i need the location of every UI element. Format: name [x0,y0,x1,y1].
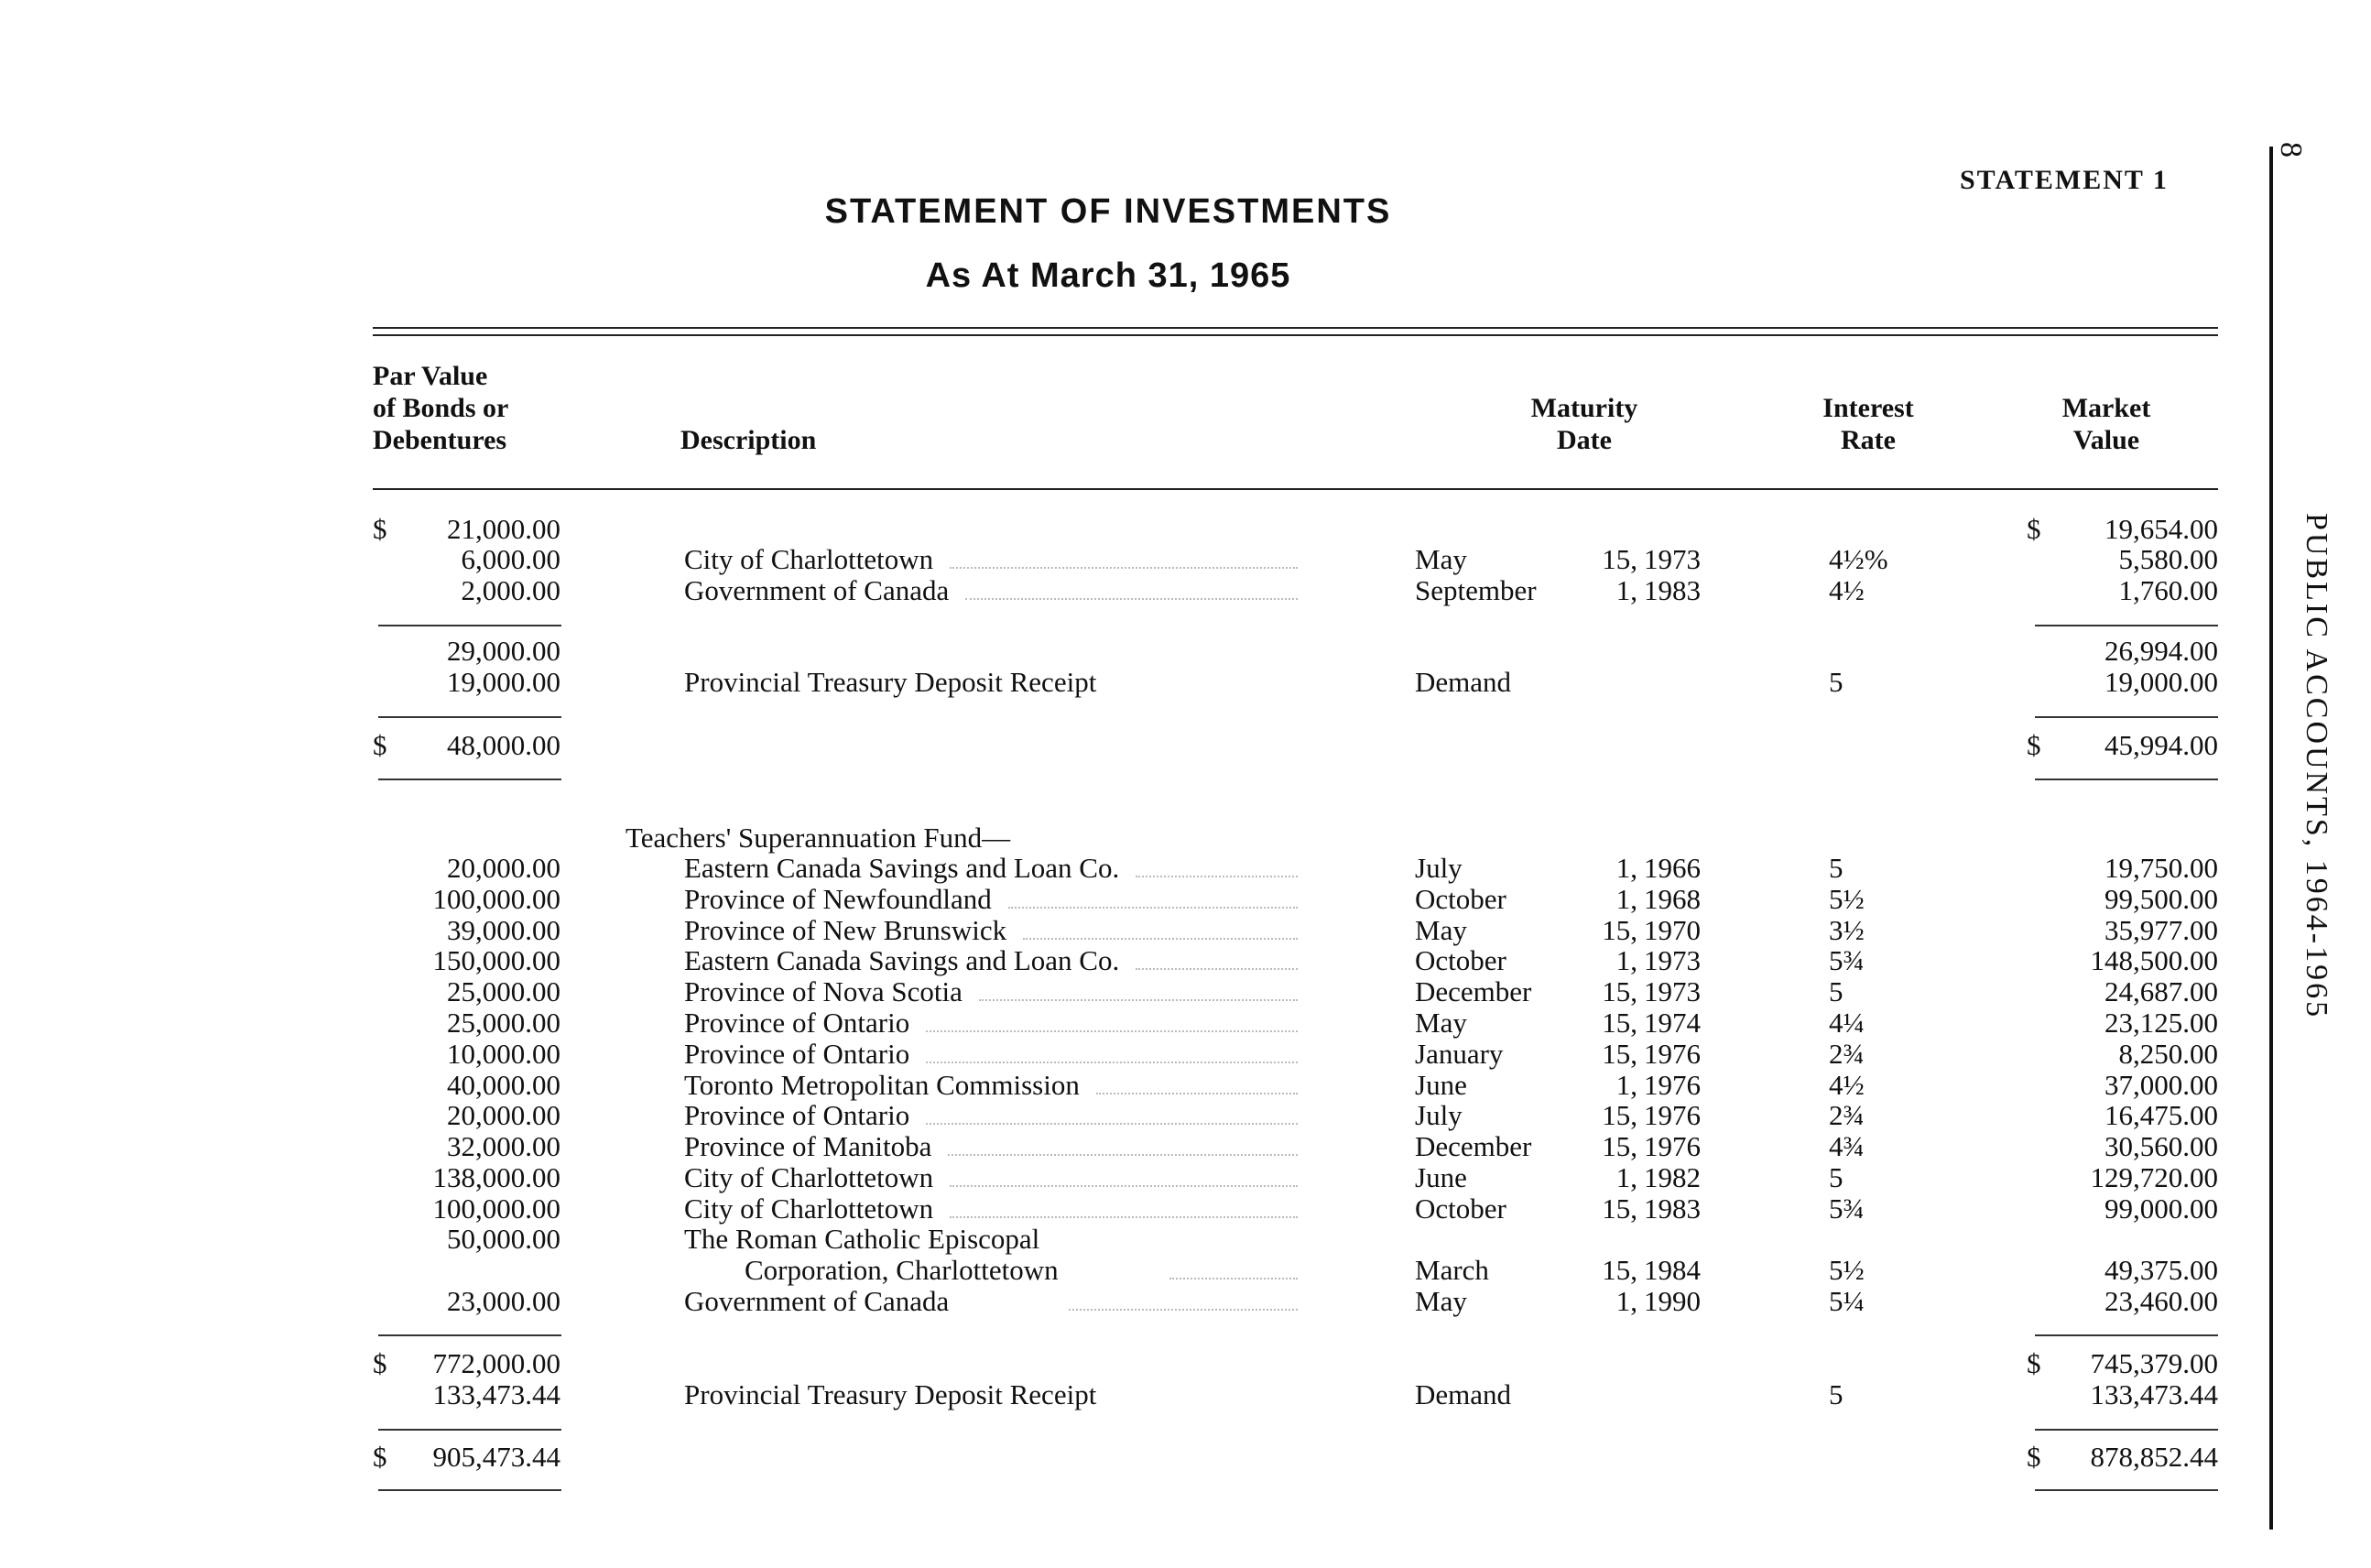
maturity-day: 1, [1615,944,1637,977]
par-value: 50,000.00 [447,1223,560,1255]
interest-rate: 5½ [1829,1254,1865,1286]
header-market-value: Market Value [2061,393,2151,455]
description: Province of Manitoba [684,1130,932,1163]
header-interest-rate: Interest Rate [1822,393,1914,455]
total-underline [378,779,561,780]
maturity-month: May [1415,913,1467,946]
description: Eastern Canada Savings and Loan Co. [684,852,1120,884]
interest-rate: 5 [1829,1161,1844,1193]
currency-symbol: $ [373,1441,387,1473]
dot-leader [950,567,1298,569]
par-value: 100,000.00 [432,882,560,915]
maturity-month: October [1415,882,1506,915]
maturity-year: 1984 [1644,1254,1701,1286]
subtotal-rule [378,1334,561,1336]
maturity-year: 1976 [1644,1130,1701,1163]
description: City of Charlottetown [684,1192,934,1225]
dot-leader [926,1030,1298,1032]
interest-rate: 2¾ [1829,1099,1865,1132]
description: Provincial Treasury Deposit Receipt [684,1378,1097,1410]
interest-rate: 5¾ [1829,944,1865,977]
section-heading: Teachers' Superannuation Fund— [625,822,1011,854]
running-head: PUBLIC ACCOUNTS, 1964-1965 [2300,513,2333,1020]
page-subtitle: As At March 31, 1965 [925,256,1291,295]
par-value: 25,000.00 [447,975,560,1008]
maturity-month: January [1415,1037,1504,1070]
maturity-day: 15, [1602,913,1637,946]
market-value: 23,460.00 [2105,1285,2218,1317]
description: Government of Canada [684,574,950,606]
interest-rate: 4½ [1829,574,1865,606]
header-description: Description [680,425,817,455]
par-value: 20,000.00 [447,1099,560,1132]
maturity-month: December [1415,975,1532,1008]
dot-leader [1023,938,1298,940]
market-value: 19,750.00 [2105,852,2218,884]
description: Provincial Treasury Deposit Receipt [684,666,1097,698]
maturity-day: 15, [1602,1254,1637,1286]
par-value: 19,000.00 [447,666,560,698]
maturity-year: 1976 [1644,1099,1701,1132]
top-rule [373,327,2218,329]
description: Province of Ontario [684,1007,910,1039]
par-value: 2,000.00 [461,574,560,606]
market-value: 16,475.00 [2105,1099,2218,1132]
market-value: 99,500.00 [2105,882,2218,915]
description: Eastern Canada Savings and Loan Co. [684,944,1120,977]
dot-leader [1008,907,1298,909]
maturity-day: 1, [1615,852,1637,884]
description: Province of Nova Scotia [684,975,963,1008]
market-value: 5,580.00 [2118,543,2218,575]
dot-leader [926,1062,1298,1063]
header-rule [373,488,2218,490]
par-value-total: 48,000.00 [447,729,560,761]
par-value: 25,000.00 [447,1007,560,1039]
description: Toronto Metropolitan Commission [684,1068,1080,1101]
market-value: 8,250.00 [2118,1037,2218,1070]
dot-leader [1169,1278,1298,1279]
maturity-year: 1983 [1644,574,1701,606]
currency-symbol: $ [373,729,387,761]
maturity-year: 1974 [1644,1007,1701,1039]
total-rule [2035,1429,2218,1431]
market-value: 35,977.00 [2105,913,2218,946]
maturity-month: March [1415,1254,1489,1286]
par-value: 29,000.00 [447,635,560,667]
interest-rate: 4½ [1829,1068,1865,1101]
interest-rate: 5 [1829,852,1844,884]
description: Government of Canada [684,1285,950,1317]
market-value: 19,654.00 [2105,513,2218,545]
par-value: 40,000.00 [447,1068,560,1101]
header-par-value: Par Value of Bonds or Debentures [373,361,509,455]
subtotal-rule [2035,1334,2218,1336]
description: Province of Ontario [684,1099,910,1132]
description: City of Charlottetown [684,1161,934,1193]
maturity-month: June [1415,1161,1467,1193]
interest-rate: 4½% [1829,543,1888,575]
par-value: 6,000.00 [461,543,560,575]
par-value-total: 905,473.44 [432,1441,560,1473]
description-continued: Corporation, Charlottetown [745,1254,1059,1286]
interest-rate: 5½ [1829,882,1865,915]
maturity-year: 1973 [1644,944,1701,977]
description: Province of Ontario [684,1037,910,1070]
maturity-month: May [1415,543,1467,575]
market-value: 23,125.00 [2105,1007,2218,1039]
maturity-year: 1976 [1644,1037,1701,1070]
maturity-date: Demand [1415,1378,1512,1410]
market-value: 19,000.00 [2105,666,2218,698]
maturity-month: October [1415,1192,1506,1225]
par-value: 138,000.00 [432,1161,560,1193]
total-rule [378,716,561,718]
maturity-month: July [1415,852,1463,884]
maturity-day: 15, [1602,1192,1637,1225]
interest-rate: 5 [1829,666,1844,698]
dot-leader [1069,1309,1298,1311]
par-value: 772,000.00 [432,1347,560,1379]
market-value-total: 45,994.00 [2105,729,2218,761]
market-value: 30,560.00 [2105,1130,2218,1163]
maturity-day: 1, [1615,882,1637,915]
maturity-year: 1976 [1644,1068,1701,1101]
interest-rate: 5 [1829,975,1844,1008]
dot-leader [1136,876,1298,877]
total-rule [378,1429,561,1431]
maturity-month: September [1415,574,1537,606]
interest-rate: 5¼ [1829,1285,1865,1317]
par-value: 100,000.00 [432,1192,560,1225]
maturity-month: May [1415,1285,1467,1317]
statement-label: STATEMENT 1 [1960,165,2169,195]
par-value: 39,000.00 [447,913,560,946]
total-rule [2035,716,2218,718]
market-value: 99,000.00 [2105,1192,2218,1225]
market-value: 129,720.00 [2090,1161,2218,1193]
currency-symbol: $ [2027,513,2041,545]
maturity-year: 1966 [1644,852,1701,884]
maturity-day: 15, [1602,1037,1637,1070]
currency-symbol: $ [373,513,387,545]
maturity-year: 1968 [1644,882,1701,915]
market-value: 24,687.00 [2105,975,2218,1008]
currency-symbol: $ [2027,729,2041,761]
par-value: 21,000.00 [447,513,560,545]
interest-rate: 4¾ [1829,1130,1865,1163]
market-value: 1,760.00 [2118,574,2218,606]
maturity-day: 15, [1602,1007,1637,1039]
dot-leader [950,1216,1298,1218]
maturity-day: 15, [1602,1099,1637,1132]
market-value: 745,379.00 [2090,1347,2218,1379]
maturity-day: 15, [1602,1130,1637,1163]
maturity-year: 1970 [1644,913,1701,946]
par-value: 133,473.44 [432,1378,560,1410]
dot-leader [926,1123,1298,1125]
maturity-month: May [1415,1007,1467,1039]
currency-symbol: $ [2027,1347,2041,1379]
interest-rate: 5 [1829,1378,1844,1410]
dot-leader [948,1154,1298,1156]
market-value: 37,000.00 [2105,1068,2218,1101]
subtotal-rule [378,625,561,626]
market-value: 26,994.00 [2105,635,2218,667]
maturity-day: 1, [1615,574,1637,606]
dot-leader [979,999,1298,1001]
maturity-year: 1990 [1644,1285,1701,1317]
currency-symbol: $ [373,1347,387,1379]
par-value: 32,000.00 [447,1130,560,1163]
par-value: 10,000.00 [447,1037,560,1070]
market-value-total: 878,852.44 [2090,1441,2218,1473]
dot-leader [965,598,1298,600]
description: The Roman Catholic Episcopal [684,1223,1040,1255]
dot-leader [950,1185,1298,1187]
page-title: STATEMENT OF INVESTMENTS [824,192,1392,231]
maturity-month: October [1415,944,1506,977]
par-value: 23,000.00 [447,1285,560,1317]
maturity-month: July [1415,1099,1463,1132]
maturity-year: 1973 [1644,975,1701,1008]
maturity-month: December [1415,1130,1532,1163]
par-value: 150,000.00 [432,944,560,977]
currency-symbol: $ [2027,1441,2041,1473]
par-value: 20,000.00 [447,852,560,884]
dot-leader [1136,968,1298,970]
market-value: 148,500.00 [2090,944,2218,977]
maturity-date: Demand [1415,666,1512,698]
maturity-day: 15, [1602,543,1637,575]
interest-rate: 4¼ [1829,1007,1865,1039]
description: City of Charlottetown [684,543,934,575]
market-value: 133,473.44 [2090,1378,2218,1410]
market-value: 49,375.00 [2105,1254,2218,1286]
page-number: 8 [2274,142,2308,158]
dot-leader [1096,1093,1298,1094]
subtotal-rule [2035,625,2218,626]
maturity-year: 1982 [1644,1161,1701,1193]
maturity-month: June [1415,1068,1467,1101]
maturity-day: 1, [1615,1068,1637,1101]
interest-rate: 3½ [1829,913,1865,946]
interest-rate: 5¾ [1829,1192,1865,1225]
total-underline [2035,779,2218,780]
header-maturity-date: Maturity Date [1530,393,1638,455]
total-underline [378,1489,561,1491]
total-underline [2035,1489,2218,1491]
maturity-year: 1983 [1644,1192,1701,1225]
description: Province of Newfoundland [684,882,992,915]
margin-rule [2269,147,2273,1530]
description: Province of New Brunswick [684,913,1007,946]
maturity-year: 1973 [1644,543,1701,575]
top-rule-2 [373,334,2218,336]
maturity-day: 15, [1602,975,1637,1008]
maturity-day: 1, [1615,1161,1637,1193]
interest-rate: 2¾ [1829,1037,1865,1070]
maturity-day: 1, [1615,1285,1637,1317]
